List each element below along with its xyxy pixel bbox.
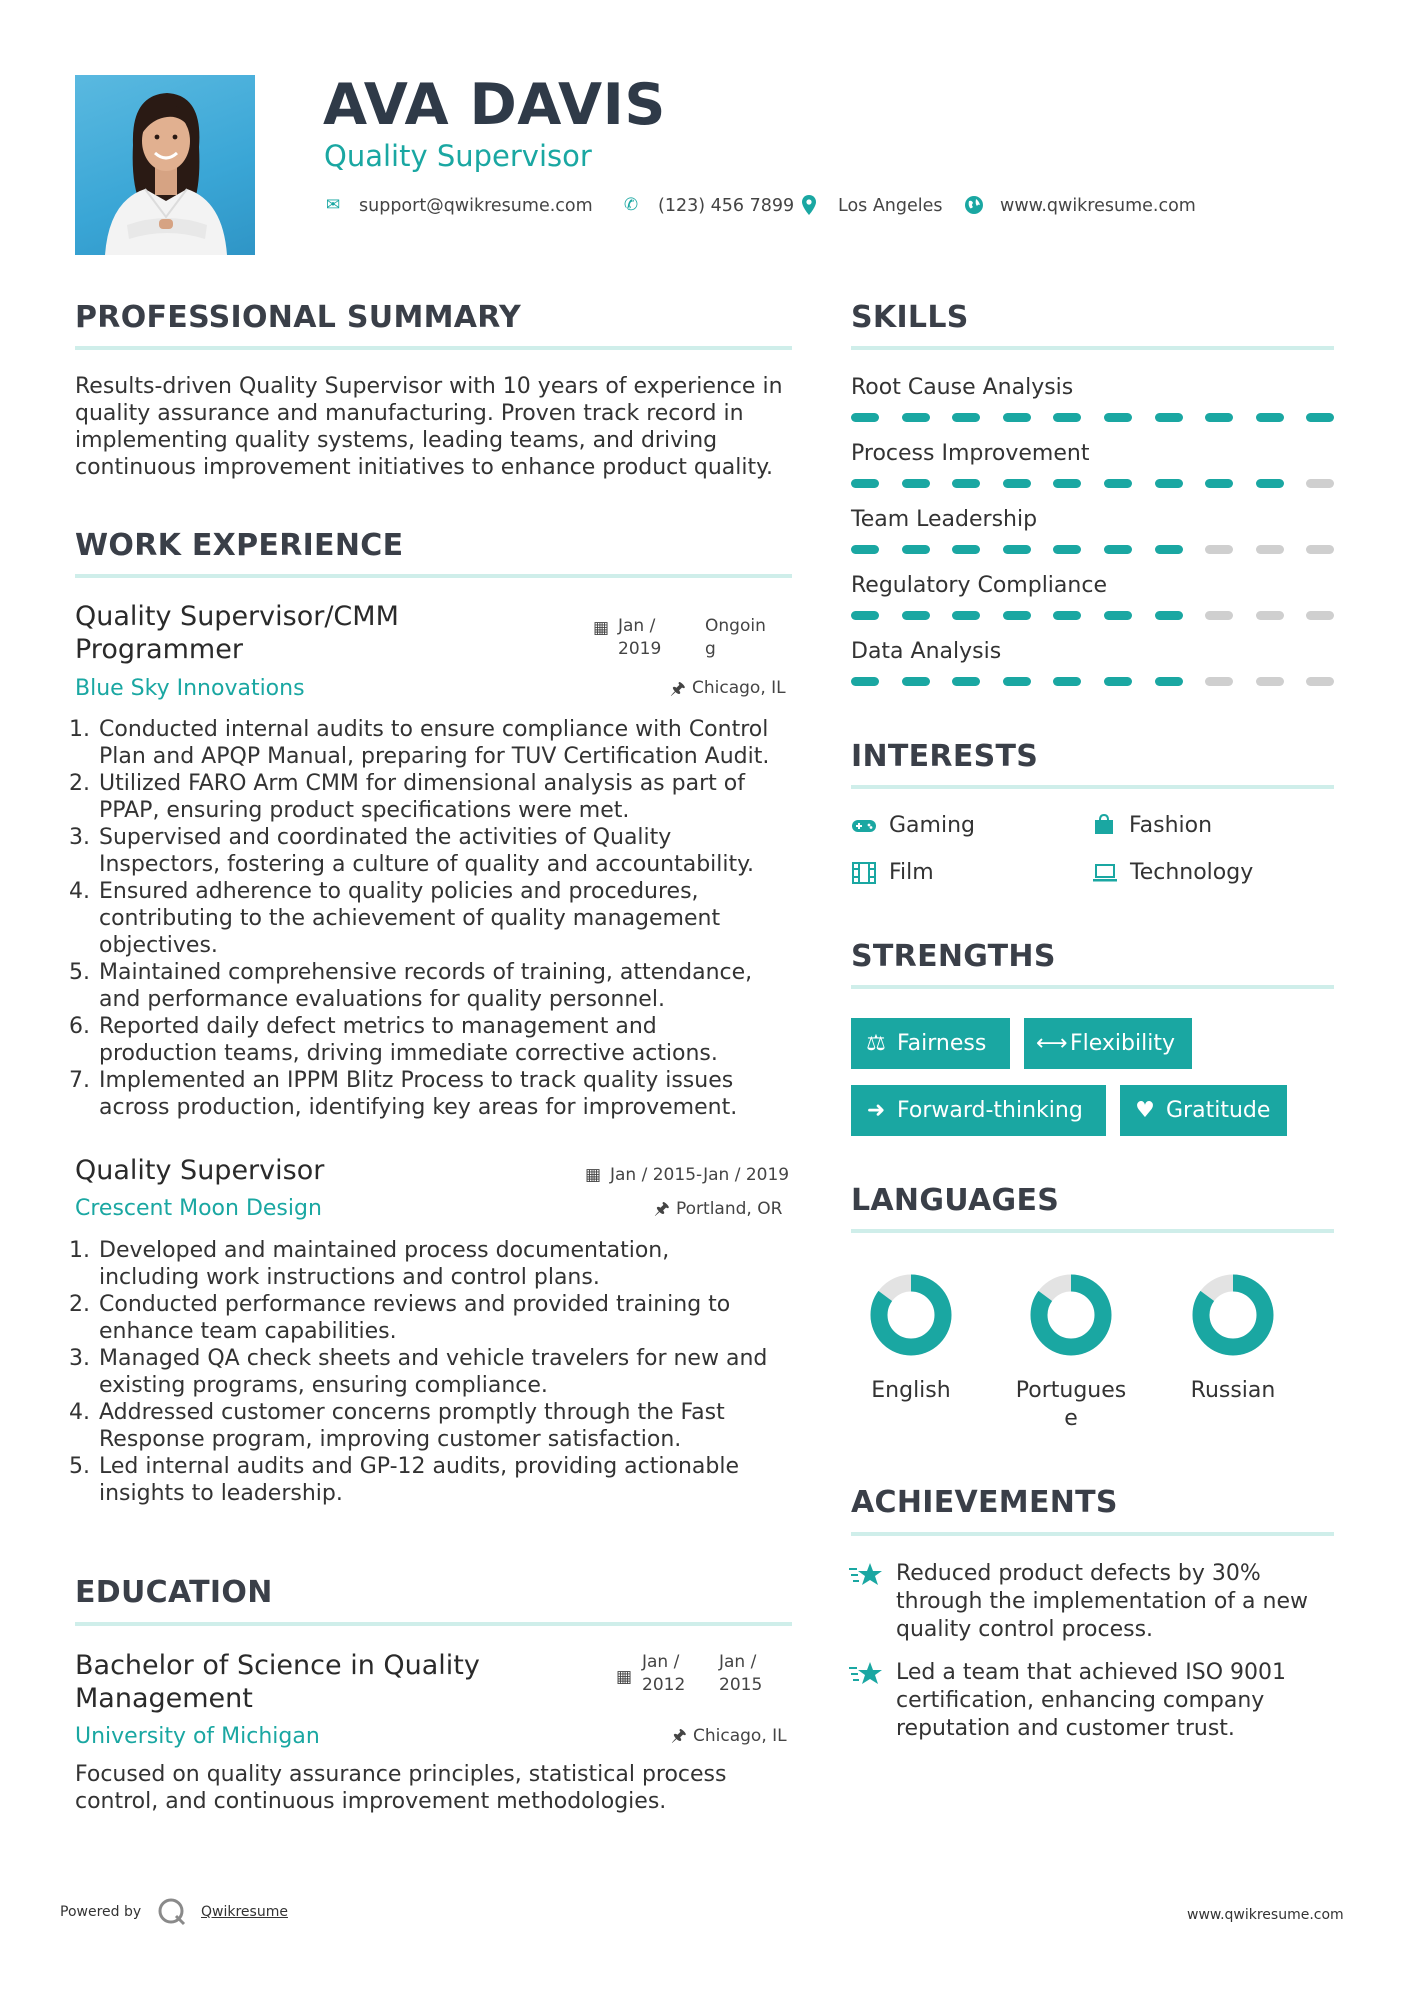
edu-location: Chicago, IL bbox=[693, 1726, 787, 1746]
skill-dot-filled bbox=[1256, 413, 1284, 422]
skill-dot-filled bbox=[902, 545, 930, 554]
education-heading: EDUCATION bbox=[75, 1575, 273, 1610]
languages-heading: LANGUAGES bbox=[851, 1183, 1060, 1218]
arrow-right-icon: ➜ bbox=[866, 1098, 886, 1123]
skill-dot-filled bbox=[1155, 479, 1183, 488]
skill-dot-filled bbox=[952, 479, 980, 488]
skill-name: Process Improvement bbox=[851, 441, 1090, 466]
achievement-line: quality control process. bbox=[896, 1617, 1154, 1642]
candidate-role: Quality Supervisor bbox=[324, 139, 592, 173]
skills-heading: SKILLS bbox=[851, 300, 969, 335]
interests-rule bbox=[851, 785, 1334, 789]
job-company: Crescent Moon Design bbox=[75, 1196, 322, 1221]
skill-dot-filled bbox=[1003, 611, 1031, 620]
skill-dot-filled bbox=[1205, 479, 1233, 488]
skill-dot-filled bbox=[851, 545, 879, 554]
list-item: 1. Developed and maintained process documentation, including work instructions and control plans. bbox=[69, 1238, 670, 1290]
edu-description bbox=[75, 1761, 805, 1815]
envelope-icon: ✉ bbox=[325, 195, 341, 215]
skill-dot-filled bbox=[902, 611, 930, 620]
profile-photo bbox=[75, 75, 255, 255]
skill-dot-filled bbox=[1155, 413, 1183, 422]
skill-dot-empty bbox=[1256, 677, 1284, 686]
skill-dot-filled bbox=[1155, 611, 1183, 620]
skill-meter bbox=[851, 479, 1334, 488]
edu-description-line: Focused on quality assurance principles, statistical process bbox=[75, 1762, 727, 1787]
qwikresume-logo-icon bbox=[157, 1897, 187, 1927]
candidate-name: AVA DAVIS bbox=[323, 72, 666, 138]
summary-line: implementing quality systems, leading teams, and driving bbox=[75, 428, 718, 453]
interest-label: Fashion bbox=[1129, 813, 1213, 838]
strength-chip bbox=[1024, 1018, 1192, 1069]
list-item: 4. Ensured adherence to quality policies and procedures, contributing to the achievement of quality management objectives. bbox=[69, 879, 721, 958]
skill-dot-filled bbox=[1053, 677, 1081, 686]
language-label-line: Russian bbox=[1190, 1378, 1276, 1403]
language-ring bbox=[868, 1272, 954, 1358]
list-item: 3. Supervised and coordinated the activities of Quality Inspectors, fostering a culture of quality and accountability. bbox=[69, 825, 755, 877]
skill-dot-filled bbox=[902, 677, 930, 686]
list-item: 5. Led internal audits and GP-12 audits, providing actionable insights to leadership. bbox=[69, 1454, 739, 1506]
degree-line: Management bbox=[75, 1683, 253, 1714]
shooting-star-icon bbox=[849, 1659, 885, 1689]
gamepad-icon bbox=[850, 812, 878, 840]
skill-dot-empty bbox=[1256, 545, 1284, 554]
language-label bbox=[1168, 1377, 1298, 1405]
skill-dot-filled bbox=[1053, 545, 1081, 554]
skill-dot-filled bbox=[902, 479, 930, 488]
achievement-line: Led a team that achieved ISO 9001 bbox=[896, 1660, 1287, 1685]
date-line: Ongoin bbox=[705, 616, 766, 636]
skill-dot-filled bbox=[1104, 545, 1132, 554]
strengths-heading: STRENGTHS bbox=[851, 939, 1056, 974]
job-location: Portland, OR bbox=[676, 1199, 783, 1219]
skill-dot-empty bbox=[1256, 611, 1284, 620]
job-title bbox=[75, 600, 495, 666]
date-line: Jan / bbox=[642, 1652, 680, 1672]
skill-dot-empty bbox=[1306, 677, 1334, 686]
education-rule bbox=[75, 1622, 792, 1626]
achievement-item bbox=[896, 1659, 1336, 1743]
date-line: Jan / bbox=[618, 616, 656, 636]
date-line: g bbox=[705, 639, 716, 659]
skill-dot-filled bbox=[1053, 413, 1081, 422]
summary-line: continuous improvement initiatives to enhance product quality. bbox=[75, 455, 774, 480]
job-location: Chicago, IL bbox=[692, 678, 786, 698]
strength-label: Gratitude bbox=[1166, 1098, 1271, 1123]
powered-by-label: Powered by bbox=[60, 1904, 142, 1920]
date-line: 2015 bbox=[719, 1675, 763, 1695]
summary-heading: PROFESSIONAL SUMMARY bbox=[75, 300, 522, 335]
skill-dot-filled bbox=[1155, 677, 1183, 686]
edu-date-start bbox=[642, 1651, 685, 1697]
achievement-line: certification, enhancing company bbox=[896, 1688, 1265, 1713]
date-line: 2019 bbox=[618, 639, 662, 659]
interest-label: Film bbox=[889, 860, 934, 885]
date-line: Jan / bbox=[719, 1652, 757, 1672]
brand-link[interactable]: Qwikresume bbox=[201, 1904, 288, 1920]
skills-rule bbox=[851, 346, 1334, 350]
skill-dot-filled bbox=[1104, 611, 1132, 620]
language-label-line: e bbox=[1064, 1406, 1078, 1431]
skill-name: Root Cause Analysis bbox=[851, 375, 1074, 400]
skill-dot-filled bbox=[1306, 413, 1334, 422]
job-company: Blue Sky Innovations bbox=[75, 676, 305, 701]
arrows-horizontal-icon: ⟷ bbox=[1036, 1031, 1068, 1056]
language-ring bbox=[1028, 1272, 1114, 1358]
strength-label: Fairness bbox=[897, 1031, 987, 1056]
skill-dot-filled bbox=[851, 413, 879, 422]
skill-dot-filled bbox=[1053, 479, 1081, 488]
experience-heading: WORK EXPERIENCE bbox=[75, 528, 404, 563]
skill-dot-filled bbox=[1104, 677, 1132, 686]
achievement-item bbox=[896, 1560, 1336, 1644]
job-title: Quality Supervisor bbox=[75, 1155, 325, 1186]
skill-dot-filled bbox=[952, 413, 980, 422]
contact-phone[interactable]: (123) 456 7899 bbox=[658, 196, 795, 216]
interest-label: Technology bbox=[1130, 860, 1254, 885]
skill-dot-filled bbox=[952, 677, 980, 686]
edu-date-end bbox=[719, 1651, 762, 1697]
skill-dot-filled bbox=[1104, 479, 1132, 488]
language-label-line: English bbox=[871, 1378, 951, 1403]
summary-rule bbox=[75, 346, 792, 350]
job-duties-list bbox=[69, 716, 805, 1121]
job-duties-list bbox=[69, 1237, 805, 1507]
phone-icon: ✆ bbox=[623, 195, 639, 215]
map-marker-icon bbox=[798, 193, 820, 217]
skill-dot-filled bbox=[902, 413, 930, 422]
list-item: 5. Maintained comprehensive records of training, attendance, and performance evaluations for quality personnel. bbox=[69, 960, 753, 1012]
degree-title bbox=[75, 1649, 525, 1715]
laptop-icon bbox=[1091, 859, 1119, 887]
calendar-icon: ▦ bbox=[585, 1165, 602, 1185]
skill-dot-filled bbox=[1205, 413, 1233, 422]
interest-label: Gaming bbox=[889, 813, 975, 838]
skill-dot-filled bbox=[1053, 611, 1081, 620]
skill-meter bbox=[851, 413, 1334, 422]
strength-chip bbox=[851, 1018, 1010, 1069]
school-name: University of Michigan bbox=[75, 1724, 320, 1749]
contact-location: Los Angeles bbox=[838, 196, 943, 216]
skill-dot-filled bbox=[851, 677, 879, 686]
skill-meter bbox=[851, 545, 1334, 554]
skill-name: Team Leadership bbox=[851, 507, 1038, 532]
summary-text bbox=[75, 373, 805, 481]
contact-email[interactable]: support@qwikresume.com bbox=[359, 196, 593, 216]
language-label-line: Portugues bbox=[1015, 1378, 1127, 1403]
skill-name: Data Analysis bbox=[851, 639, 1002, 664]
shooting-star-icon bbox=[849, 1560, 885, 1590]
contact-website[interactable]: www.qwikresume.com bbox=[1000, 196, 1196, 216]
skill-dot-filled bbox=[1003, 479, 1031, 488]
skill-dot-filled bbox=[952, 545, 980, 554]
heart-icon: ♥ bbox=[1135, 1098, 1155, 1123]
achievement-line: reputation and customer trust. bbox=[896, 1716, 1235, 1741]
shopping-bag-icon bbox=[1090, 810, 1118, 838]
strength-chip bbox=[851, 1085, 1106, 1136]
achievement-line: through the implementation of a new bbox=[896, 1589, 1308, 1614]
language-label bbox=[1006, 1377, 1136, 1433]
skill-dot-filled bbox=[1003, 413, 1031, 422]
globe-icon bbox=[963, 193, 985, 217]
date-line: 2012 bbox=[642, 1675, 686, 1695]
skill-dot-empty bbox=[1306, 611, 1334, 620]
summary-line: quality assurance and manufacturing. Proven track record in bbox=[75, 401, 744, 426]
languages-rule bbox=[851, 1229, 1334, 1233]
skill-dot-empty bbox=[1306, 479, 1334, 488]
calendar-icon: ▦ bbox=[616, 1667, 633, 1687]
skill-dot-filled bbox=[851, 611, 879, 620]
list-item: 2. Conducted performance reviews and provided training to enhance team capabilities. bbox=[69, 1292, 731, 1344]
job-dates: Jan / 2015-Jan / 2019 bbox=[610, 1165, 790, 1185]
skill-dot-filled bbox=[1003, 545, 1031, 554]
list-item: 3. Managed QA check sheets and vehicle travelers for new and existing programs, ensuring compliance. bbox=[69, 1346, 768, 1398]
skill-meter bbox=[851, 611, 1334, 620]
pushpin-icon: 🖈 bbox=[671, 1726, 687, 1746]
list-item: 4. Addressed customer concerns promptly through the Fast Response program, improving customer satisfaction. bbox=[69, 1400, 725, 1452]
strength-label: Forward-thinking bbox=[897, 1098, 1083, 1123]
film-icon bbox=[850, 859, 878, 887]
achievements-rule bbox=[851, 1532, 1334, 1536]
achievements-heading: ACHIEVEMENTS bbox=[851, 1485, 1118, 1520]
strengths-rule bbox=[851, 985, 1334, 989]
job-title-line: Programmer bbox=[75, 634, 243, 665]
skill-dot-empty bbox=[1205, 677, 1233, 686]
balance-scale-icon: ⚖ bbox=[866, 1031, 886, 1056]
skill-dot-filled bbox=[1104, 413, 1132, 422]
skill-dot-filled bbox=[851, 479, 879, 488]
language-label bbox=[846, 1377, 976, 1405]
skill-meter bbox=[851, 677, 1334, 686]
degree-line: Bachelor of Science in Quality bbox=[75, 1650, 480, 1681]
pushpin-icon: 🖈 bbox=[670, 679, 686, 699]
summary-line: Results-driven Quality Supervisor with 10 years of experience in bbox=[75, 374, 783, 399]
skill-dot-filled bbox=[1155, 545, 1183, 554]
list-item: 2. Utilized FARO Arm CMM for dimensional analysis as part of PPAP, ensuring product specifications were met. bbox=[69, 771, 745, 823]
job-date-start bbox=[618, 615, 661, 661]
list-item: 6. Reported daily defect metrics to management and production teams, driving immediate corrective actions. bbox=[69, 1014, 718, 1066]
job-date-end bbox=[705, 615, 766, 661]
job-title-line: Quality Supervisor/CMM bbox=[75, 601, 399, 632]
achievement-line: Reduced product defects by 30% bbox=[896, 1561, 1261, 1586]
skill-dot-filled bbox=[1003, 677, 1031, 686]
skill-dot-filled bbox=[1256, 479, 1284, 488]
language-ring bbox=[1190, 1272, 1276, 1358]
interests-heading: INTERESTS bbox=[851, 739, 1039, 774]
list-item: 7. Implemented an IPPM Blitz Process to track quality issues across production, identifying key areas for improvement. bbox=[69, 1068, 738, 1120]
footer-url[interactable]: www.qwikresume.com bbox=[1187, 1907, 1344, 1923]
calendar-icon: ▦ bbox=[593, 618, 610, 638]
skill-dot-empty bbox=[1306, 545, 1334, 554]
skill-dot-empty bbox=[1205, 611, 1233, 620]
edu-description-line: control, and continuous improvement methodologies. bbox=[75, 1789, 667, 1814]
strength-label: Flexibility bbox=[1070, 1031, 1175, 1056]
skill-dot-empty bbox=[1205, 545, 1233, 554]
list-item: 1. Conducted internal audits to ensure compliance with Control Plan and APQP Manual, preparing for TUV Certification Audit. bbox=[69, 717, 770, 769]
pushpin-icon: 🖈 bbox=[654, 1199, 670, 1219]
experience-rule bbox=[75, 574, 792, 578]
skill-name: Regulatory Compliance bbox=[851, 573, 1107, 598]
strength-chip bbox=[1120, 1085, 1287, 1136]
skill-dot-filled bbox=[952, 611, 980, 620]
